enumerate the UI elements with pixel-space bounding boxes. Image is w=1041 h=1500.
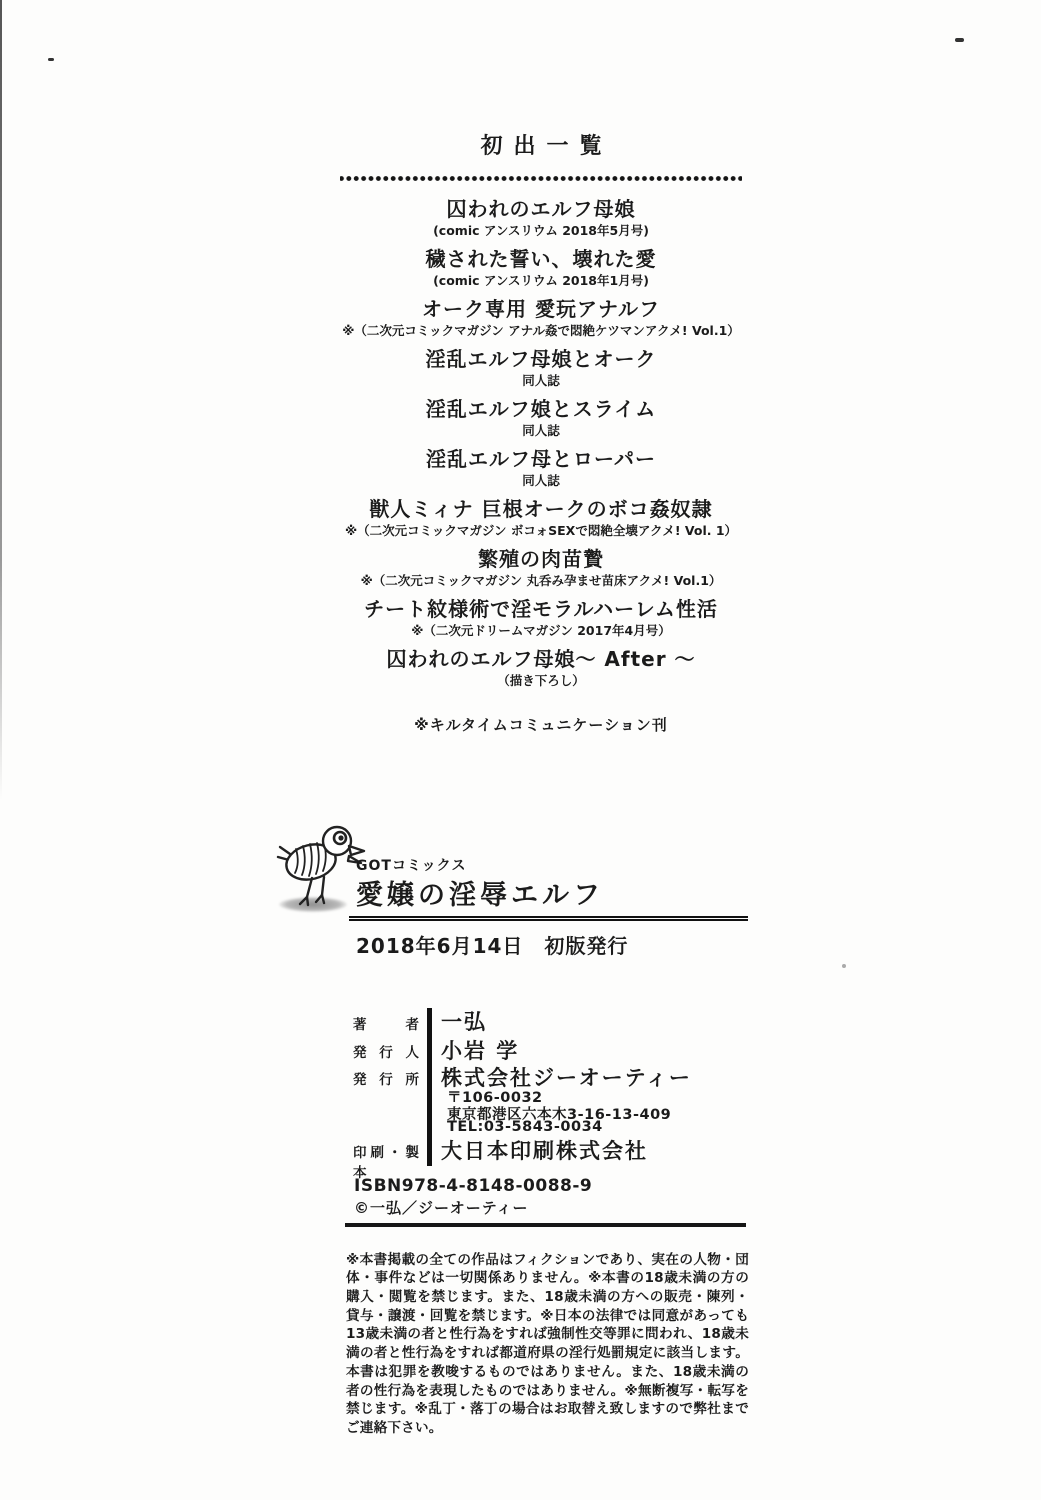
work-title: 淫乱エルフ娘とスライム [425, 397, 657, 422]
isbn: ISBN978-4-8148-0088-9 [354, 1176, 593, 1196]
work-entry [291, 198, 791, 238]
work-title: 囚われのエルフ母娘～ After ～ [386, 647, 696, 672]
series-label: GOTコミックス [356, 858, 467, 874]
copyright: ©一弘／ジーオーティー [354, 1199, 529, 1217]
work-source: 同人誌 [522, 373, 560, 389]
legal-divider [345, 1223, 746, 1227]
publisher-postcode: 〒106-0032 [447, 1090, 543, 1106]
work-title: 囚われのエルフ母娘 [446, 197, 636, 222]
scan-speck [955, 38, 964, 42]
printer-value: 大日本印刷株式会社 [441, 1139, 648, 1163]
publisher-label: 発行所 [353, 1072, 419, 1088]
author-label: 著者 [353, 1017, 419, 1033]
work-source: ※（二次元コミックマガジン 丸呑み孕ませ苗床アクメ! Vol.1） [360, 573, 722, 589]
publisher-person-label: 発行人 [353, 1045, 419, 1061]
work-source: ※（二次元コミックマガジン ボコォSEXで悶絶全壊アクメ! Vol. 1） [344, 523, 738, 539]
printer-label: 印刷・製本 [353, 1145, 419, 1181]
publisher-address: 東京都港区六本木3-16-13-409 [447, 1107, 672, 1123]
first-publication-title: 初出一覧 [480, 133, 613, 159]
publisher-footnote: ※キルタイムコミュニケーション刊 [414, 716, 668, 735]
dotted-divider [340, 175, 742, 182]
credits-divider-bar [427, 1008, 432, 1166]
publisher-value: 株式会社ジーオーティー [441, 1066, 692, 1090]
edition-date-line: 2018年6月14日 初版発行 [356, 934, 629, 958]
work-source: (comic アンスリウム 2018年5月号) [433, 223, 649, 239]
book-title: 愛嬢の淫辱エルフ [356, 880, 604, 911]
work-entry [291, 298, 791, 338]
title-rule [349, 916, 748, 921]
works-list [291, 198, 791, 688]
legal-disclaimer: ※本書掲載の全ての作品はフィクションであり、実在の人物・団体・事件などは一切関係ありません。※本書の18歳未満の方の購入・閲覧を禁じます。また、18歳未満の方への販売・陳列・貸与・譲渡・回覧を禁じます。※日本の法律では同意があっても13歳未満の者と性行為をすれば強制性交等罪に問われ、18歳未満の者と性行為をすれば都道府県の淫行処罰規定に該当します。本書は犯罪を教唆するものではありません。また、18歳未満の者の性行為を表現したものではありません。※無断複写・転写を禁じます。※乱丁・落丁の場合はお取替え致しますので弊社までご連絡下さい。 [346, 1251, 749, 1436]
imprint-section [356, 855, 756, 959]
work-title: 獣人ミィナ 巨根オークのボコ姦奴隷 [369, 497, 713, 522]
work-title: 繁殖の肉苗贄 [478, 547, 604, 572]
author-value: 一弘 [441, 1010, 487, 1034]
work-title: チート紋様術で淫モラルハーレム性活 [364, 597, 718, 622]
work-source: 同人誌 [522, 423, 560, 439]
work-entry [291, 398, 791, 438]
work-entry [291, 248, 791, 288]
first-publication-section [291, 118, 791, 735]
bird-doodle-logo-icon [274, 818, 366, 912]
work-title: 穢された誓い、壊れた愛 [425, 247, 657, 272]
work-source: 同人誌 [522, 473, 560, 489]
scan-speck [48, 58, 54, 61]
work-entry [291, 498, 791, 538]
work-entry [291, 448, 791, 488]
work-source: (comic アンスリウム 2018年1月号) [433, 273, 649, 289]
work-entry [291, 548, 791, 588]
work-source: （描き下ろし） [497, 673, 585, 689]
scan-speck [842, 964, 846, 968]
work-entry [291, 648, 791, 688]
work-source: ※（二次元コミックマガジン アナル姦で悶絶ケツマンアクメ! Vol.1） [342, 323, 740, 339]
work-title: 淫乱エルフ母とローパー [426, 447, 656, 472]
publisher-phone: TEL:03-5843-0034 [447, 1119, 603, 1135]
publisher-person-value: 小岩 学 [441, 1039, 520, 1063]
scan-edge-artifact [0, 0, 2, 800]
work-entry [291, 598, 791, 638]
work-title: 淫乱エルフ母娘とオーク [425, 347, 657, 372]
work-title: オーク専用 愛玩アナルフ [422, 297, 660, 322]
work-entry [291, 348, 791, 388]
work-source: ※（二次元ドリームマガジン 2017年4月号） [411, 623, 671, 639]
